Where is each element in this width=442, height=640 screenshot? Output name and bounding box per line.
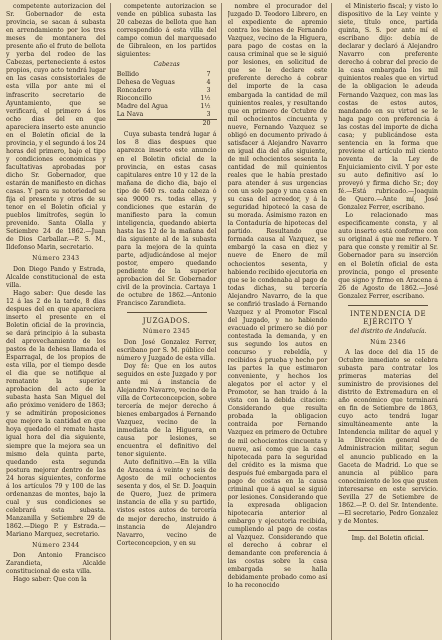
auction-notice-text: competente autorizacion del Sr. Gobernador de esta provincia, se sacan á subasta en arrendamiento por los tres meses de montanera del presente año el fruto de bellota y yerba del rodeo de las Cabezas, perteneciente á estos propios, cuyo acto tendrá lugar en las casas consistoriales de esta villa por ante mi el infrascrito secretario de Ayuntamiento, que se verificará, el primero á los ocho dias del en que apareciera inserto este anuncio en el Boletín oficial de la provincia, y el segundo á los 24 horas del primero, bajo el tipo y condiciones economicas y facultativas aprobadas por dicho Sr. Gobernador, que estarán de manifiesto en dichas casas. Y para su notoriedad se fija el presente y otros de su tenor en el Boletin oficial y pueblos limítrofes, según lo prevenido. Santa Olalla y Setiembre 24 de 1862.—Juan de Dios Carballar.—P. S. M., Ildefonso Marin, secretario. bbox=[6, 3, 106, 252]
section-subheading: del distrito de Andalucía. bbox=[349, 327, 427, 335]
printer-imprint: Imp. del Boletin oficial. bbox=[351, 534, 425, 542]
table-row-value: 3 bbox=[206, 111, 211, 119]
ruling-continuation: nombre el procurador del Juzgado D. Teodoro Librero, en el expediente de apremio contra los bienes de Fernando Vazquez, vecino de la Higuera, para pago de costas en la causa criminal que se le siguió por lesiones, en solicitud de que se le declare este preferente derecho á cobrar del importe de la casa embargada la cantidad de mil quinientos reales, y resultando que en primero de Octubre de mil ochocientos cincuenta y nueve, Fernando Vazquez se obligó en documento privado á satisfacer á Alejandro Navarro en igual dia del año siguiente, de mil ochocientos sesenta la cantidad de mil quinientos reales que le había prestado para atender á sus urgencias con un solo pago y una casa en su casa del acreedor, y á la seguridad hipotecó la casa de su morada. Asimismo razon en la Contaduría de hipotecas del partido. Resultando que formada causa al Vazquez, se embargó la casa en diez y nueve de Enero de mil ochocientos sesenta, y habiendo recibido ejecutoria en que se le condenaba al pago de todas dichas, su tercería Alejandro Navarro, de la que se confirió traslado á Fernando Vazquez y al Promotor Fiscal del Juzgado, y no habiendo evacuado el primero se dió por contestada la demanda, y en sus segundo los autos en concurso y rebeldía, y recibidos á prueba y hecho por las partes la que estimaron conveniente, y hechos los alegatos por el actor y el Promotor, se han traido á la vista con la debida citacion: Considerando que resulta probada la obligacion contraida por Fernando Vazquez en primero de Octubre de mil ochocientos cincuenta y nueve, así como que la casa hipotecada para la seguridad del crédito es la misma que después fué embargada para el pago de costas en la causa criminal que á aquel se siguió por lesiones. Considerando que la expresada obligacion hipotecaria anterior al embargo y ejecutoria recibida, cumpliendo al pago de costas al Vazquez. Considerando que el derecho á cobrar el demandante con preferencia á las costas sobre la casa embargada se halla debidamente probado como así lo ha reconocido bbox=[227, 3, 328, 590]
table-row bbox=[117, 103, 217, 111]
final-ruling-text: Auto definitivo.—En la villa de Aracena á veinte y seis de Agosto de mil ochocientos sesenta y dos, el Sr. D. Joaquin de Quero, Juez de primera instancia de ella y su partido, vistos estos autos de tercería de mejor derecho, instruido á instancia de Alejandro Navarro, vecino de Corteconcepcion, y en su bbox=[116, 459, 217, 547]
notice-number: Número 2344 bbox=[32, 542, 80, 550]
table-row-value: 7 bbox=[206, 71, 211, 79]
section-divider bbox=[348, 530, 428, 531]
table-row bbox=[117, 95, 217, 103]
section-heading: JUZGADOS. bbox=[142, 317, 191, 326]
column-2 bbox=[117, 3, 222, 640]
acorn-auction-text: competente autorizacion se vende en pública subasta las 20 cabezas de bellota que han correspondido á esta villa del campo comun del marquesado de Gibraleon, en los partidos siguientes: bbox=[116, 3, 217, 59]
table-row bbox=[117, 111, 217, 120]
section-divider bbox=[127, 312, 207, 313]
table-row-value: 4 bbox=[206, 79, 211, 87]
auction-conditions-text: Cuya subasta tendrá lugar á los 8 dias despues que aparezca inserto este anuncio en el Boletin oficial de la provincia, en estas casas capitulares entre 10 y 12 de la mañana de dicho dia, bajo el tipo de 640 rs. cada cabeza ó sea 9000 rs. todas ellas, y condiciones que estarán de manifiesto para la comun inteligencia, quedando abierta hasta las 12 de la mañana del dia siguiente al de la subasta para la mejora de la quinta parte, adjudicándose al mejor postor, empero quedando pendiente de la superior aprobacion del Sr. Gobernador civil de la provincia. Cartaya 1 de octubre de 1862.—Antonio Francisco Zarandieta. bbox=[116, 131, 217, 308]
table-total-row bbox=[117, 120, 217, 129]
mayor-intro: Don Diego Pando y Estrada, Alcalde constitucional de esta villa. bbox=[6, 265, 106, 289]
table-row-name: Madre del Agua bbox=[116, 103, 168, 111]
table-row bbox=[117, 79, 217, 87]
notice-number: Número 2345 bbox=[142, 328, 191, 336]
notary-intro: Don José Gonzalez Ferrer, escribano por S. M. público del número y Juzgado de esta villa. bbox=[116, 338, 217, 362]
table-row bbox=[117, 87, 217, 95]
table-row-name: Dehesa de Veguas bbox=[116, 79, 175, 87]
cabezas-table bbox=[117, 71, 217, 128]
ruling-conclusion: el Ministerio fiscal; y visto lo dispositivo de la Ley veinte y siete, título once, partida quinta, S. S. por ante mí el escribano dijo: debía de declarar y declaró á Alejandro Navarro con preferente derecho á cobrar del precio de la casa embargada los mil quinientos reales que en virtud de la obligacion le adeuda Fernando Vazquez, con mas las costas de estos autos, mandando en su virtud se le haga pago con preferencia á las costas del importe de dicha casa; y publicándose esta sentencia en la forma que previene el artículo mil ciento noventa de la Ley de Enjuiciamiento civil. Y por este su auto definitivo así lo proveyó y firma dicho Sr.; doy fé.—Está rubricado.—Joaquin de Quero.—Ante mí, José Gonzalez Ferrer, escribano. bbox=[338, 3, 438, 212]
table-row-name: Roncadero bbox=[116, 87, 152, 95]
table-row-name: Bellido bbox=[116, 71, 139, 79]
table-row-name: La Nava bbox=[116, 111, 144, 119]
table-row-value: 3 bbox=[206, 87, 211, 95]
column-4 bbox=[338, 3, 438, 640]
pasture-auction-text: Hago saber: Que desde las 12 á las 2 de la tarde, 8 dias despues del en que apareciera inserto el presente en el Boletin oficial de la provincia, se dará principio á la subasta del aprovechamiento de los pastos de la dehesa llamada el Esparragal, de los propios de esta villa, por el tiempo desde el dia que se notifique al rematante la superior aprobacion del acto de la subasta hasta San Miguel del año próximo venidero de 1863; y se admitirán proposiciones que mejore la cantidad en que hoya quedado el remate hasta igual hora del dia siguiente, siempre que la mejora sea un mismo dela quinta parte, quedando esta segunda postura mejorar dentro de las 24 horas siguientes, conforme á los artículos 79 y 100 de las ordenanzas de montes, bajo la cual y sus condiciones se celebrará esta subasta. Manzanilla y Setiembre 29 de 1862.—Diego P. y Estrada.—Mariano Marquez, secretario. bbox=[6, 289, 106, 539]
table-row-value: 1½ bbox=[200, 95, 211, 103]
table-row bbox=[117, 71, 217, 79]
table-title: Cabezas bbox=[153, 61, 180, 69]
notice-text: Hago saber: Que con la bbox=[13, 576, 87, 584]
column-1 bbox=[6, 3, 111, 640]
court-case-text: Doy fé: Que en los autos seguidos en este Juzgado y por ante mi á instancia de Alejandro Navarro, vecino de la villa de Corteconcepcion, sobre tercería de mejor derecho á bienes embargados á Fernando Vazquez, vecino de la inmediata de la Higuera, en causa por lesiones, se encuentra el definitivo del tenor siguiente. bbox=[116, 362, 217, 459]
mayor-intro: Don Antonio Francisco Zarandieta, Alcalde constitucional de esta villa. bbox=[6, 552, 106, 576]
section-divider bbox=[348, 305, 428, 306]
column-3 bbox=[228, 3, 333, 640]
table-row-name: Rioconcillo bbox=[116, 95, 153, 103]
certification-text: Lo relacionado mas especificamente consta, y al auto inserto está conforme con su original á que me refiero. Y para que conste y remitir al Sr. Gobernador para su inserción en el Boletín oficial de esta provincia, pongo el presente que signo y firmo en Aracena á 26 de Agosto de 1862.—José Gonzalez Ferrer, escribano. bbox=[338, 212, 438, 300]
notice-number: Número 2343 bbox=[32, 255, 80, 263]
table-total: 20 bbox=[191, 120, 217, 129]
section-heading: INTENDENCIA DE EJÉRCITO Y bbox=[350, 309, 427, 326]
notice-number: Núm 2346 bbox=[370, 338, 407, 346]
supply-auction-text: A las doce del dia 15 de Octubre inmediato se celebra subasta para contratar los primeras materias del suministro de provisiones del distrito de Extremadura en el año económico que terminará en fin de Setiembre de 1863, cuyo acto tendrá lugar simultáneamente ante la Intendencia militar de aquel y la Dirección general de Administracion militar, segun el anuncio publicado en la Gaceta de Madrid. Lo que se anuncia al público para conocimiento de los que gusten interesarse en este servicio. Sevilla 27 de Setiembre de 1862.—P. O. del Sr. Intendente.—El secretario, Pedro Gonzalez y de Montes. bbox=[338, 348, 438, 525]
table-row-value: 1½ bbox=[200, 103, 211, 111]
